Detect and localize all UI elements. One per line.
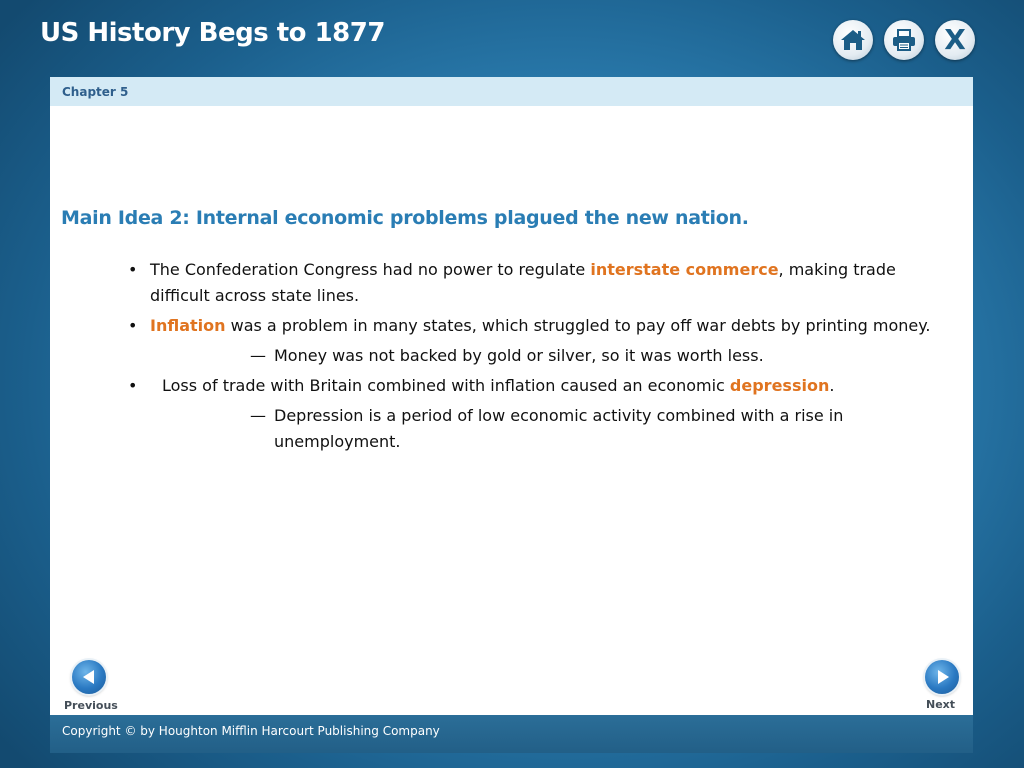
- chapter-label: Chapter 5: [62, 85, 129, 99]
- bullet-text: was a problem in many states, which struggled to pay off war debts by printing money.: [225, 316, 931, 335]
- previous-button[interactable]: [72, 660, 106, 694]
- copyright-text: Copyright © by Houghton Mifflin Harcourt Publishing Company: [62, 724, 440, 738]
- content-panel: [50, 77, 973, 715]
- sub-bullet-item: [128, 403, 948, 455]
- key-term[interactable]: depression: [729, 376, 830, 395]
- bullet-marker: •: [128, 260, 138, 279]
- arrow-left-icon: [83, 670, 94, 684]
- next-label[interactable]: Next: [926, 698, 956, 711]
- print-button[interactable]: [884, 20, 924, 60]
- bullet-item: [128, 257, 948, 309]
- key-term[interactable]: interstate commerce: [590, 260, 779, 279]
- bullet-marker: •: [128, 316, 138, 335]
- bullet-text: Loss of trade with Britain combined with inflation caused an economic: [162, 376, 730, 395]
- bullet-text: , making trade difficult across state lines.: [150, 260, 896, 305]
- bullet-text: The Confederation Congress had no power to regulate: [150, 260, 591, 279]
- main-idea-heading: Main Idea 2: Internal economic problems plagued the new nation.: [61, 207, 749, 229]
- sub-bullet-text: Money was not backed by gold or silver, so it was worth less.: [274, 346, 764, 365]
- sub-bullet-text: Depression is a period of low economic activity combined with a rise in unemployment.: [274, 406, 844, 451]
- footer-bar: [50, 715, 973, 753]
- printer-icon: [891, 28, 917, 52]
- bullet-item: [128, 373, 948, 399]
- app-title: US History Begs to 1877: [40, 18, 385, 48]
- close-button[interactable]: [935, 20, 975, 60]
- key-term[interactable]: Inflation: [150, 316, 226, 335]
- sub-bullet-item: [128, 343, 948, 369]
- dash-marker: —: [250, 346, 266, 365]
- home-icon: [840, 28, 866, 52]
- bullet-marker: •: [128, 376, 138, 395]
- dash-marker: —: [250, 406, 266, 425]
- previous-label[interactable]: Previous: [64, 699, 118, 712]
- close-icon: X: [944, 23, 966, 56]
- home-button[interactable]: [833, 20, 873, 60]
- chapter-bar: [50, 77, 973, 106]
- next-button[interactable]: [925, 660, 959, 694]
- bullet-item: [128, 313, 948, 339]
- arrow-right-icon: [938, 670, 949, 684]
- slide-content: [128, 257, 948, 459]
- bullet-text: .: [829, 376, 835, 395]
